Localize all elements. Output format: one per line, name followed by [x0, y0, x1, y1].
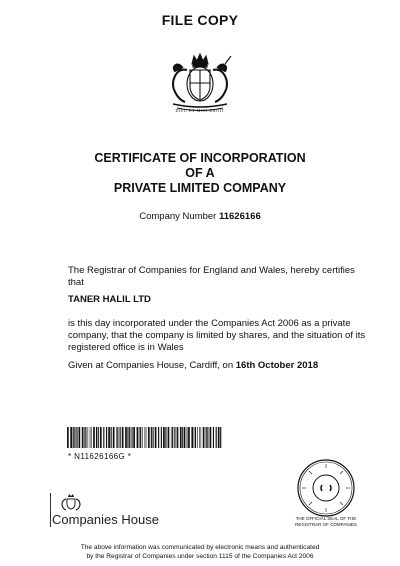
footer-line-1: The above information was communicated by electronic means and authenticated	[80, 544, 320, 551]
company-number-value: 11626166	[218, 211, 261, 222]
title-line-3: PRIVATE LIMITED COMPANY	[113, 181, 287, 195]
royal-coat-of-arms-icon	[163, 50, 237, 114]
seal-caption-line-2: REGISTRAR OF COMPANIES	[295, 521, 357, 527]
footer-line-2: by the Registrar of Companies under section 1115 of the Companies Act 2006	[86, 552, 314, 560]
file-copy-heading: FILE COPY	[161, 12, 239, 28]
incorporation-statement: is this day incorporated under the Companies Act 2006 as a private company, that the company is limited by shares, and the situation of its registered office is in Wales	[68, 318, 366, 353]
barcode	[67, 427, 224, 448]
certificate-title	[0, 151, 400, 196]
title-line-2: OF A	[185, 166, 215, 180]
official-seal-icon	[296, 458, 356, 518]
seal-caption-line-1: THE OFFICIAL SEAL OF THE	[295, 516, 357, 521]
given-at-text: Given at Companies House, Cardiff, on	[68, 360, 234, 371]
title-line-1: CERTIFICATE OF INCORPORATION	[94, 151, 306, 165]
company-number-label: Company Number	[139, 211, 217, 222]
incorporation-date: 16th October 2018	[235, 360, 319, 371]
company-number-line	[0, 211, 400, 222]
company-name: TANER HALIL LTD	[68, 294, 151, 305]
barcode-text: * N11626166G *	[68, 452, 132, 461]
given-at-line	[68, 360, 368, 372]
divider	[50, 493, 51, 527]
crest-motto: DIEU ET MON DROIT	[175, 108, 225, 113]
companies-house-name: Companies House	[52, 512, 159, 527]
seal-caption	[283, 516, 369, 527]
authentication-footer	[0, 544, 400, 561]
registrar-statement: The Registrar of Companies for England and Wales, hereby certifies that	[68, 265, 355, 288]
companies-house-crest-icon	[60, 493, 82, 511]
